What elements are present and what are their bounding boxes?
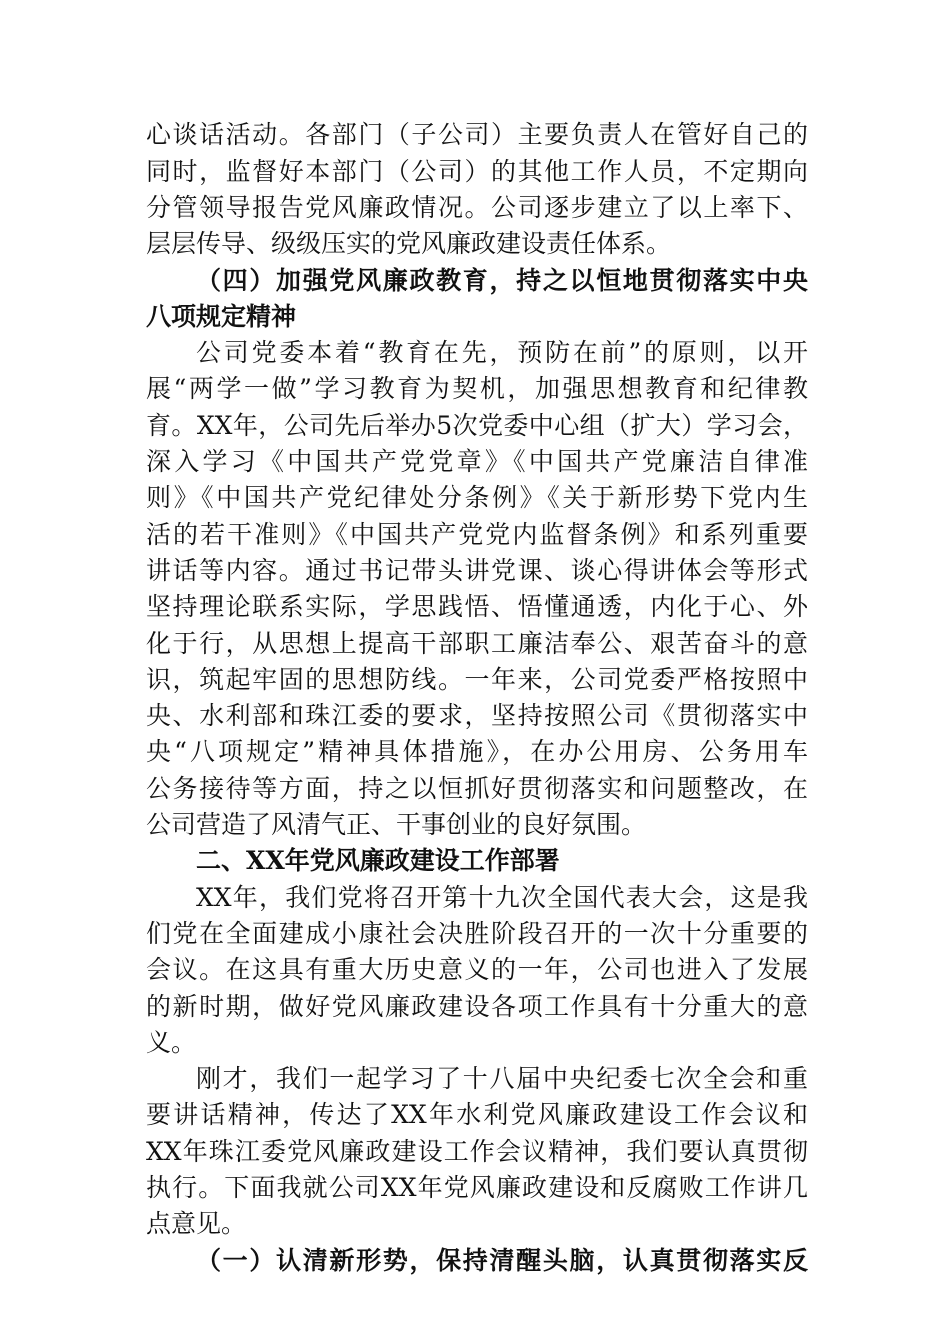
section-heading-line: （一）认清新形势，保持清醒头脑，认真贯彻落实反 [196,1246,808,1275]
paragraph-line: 识，筑起牢固的思想防线。一年来，公司党委严格按照中 [146,665,808,694]
section-heading-line: 二、XX年党风廉政建设工作部署 [196,846,560,875]
paragraph-line: 要讲话精神，传达了XX年水利党风廉政建设工作会议和 [146,1100,808,1129]
paragraph-line: 坚持理论联系实际，学思践悟、悟懂通透，内化于心、外 [146,592,808,621]
paragraph-line: 心谈话活动。各部门（子公司）主要负责人在管好自己的 [146,120,808,149]
paragraph-line: 执行。下面我就公司XX年党风廉政建设和反腐败工作讲几 [146,1173,808,1202]
paragraph-line: 义。 [146,1028,197,1057]
paragraph-line: 的新时期，做好党风廉政建设各项工作具有十分重大的意 [146,992,808,1021]
paragraph-line: XX年珠江委党风廉政建设工作会议精神，我们要认真贯彻 [146,1137,808,1166]
paragraph-line: 公司党委本着“教育在先，预防在前”的原则，以开 [196,338,808,367]
paragraph-line: 化于行，从思想上提高干部职工廉洁奉公、艰苦奋斗的意 [146,629,808,658]
paragraph-line: 活的若干准则》《中国共产党党内监督条例》和系列重要 [146,520,808,549]
section-heading-line: （四）加强党风廉政教育，持之以恒地贯彻落实中央 [196,266,808,295]
paragraph-line: 深入学习《中国共产党党章》《中国共产党廉洁自律准 [146,447,808,476]
paragraph-line: XX年，我们党将召开第十九次全国代表大会，这是我 [196,883,808,912]
paragraph-line: 展“两学一做”学习教育为契机，加强思想教育和纪律教 [146,374,808,403]
paragraph-line: 会议。在这具有重大历史意义的一年，公司也进入了发展 [146,955,808,984]
paragraph-line: 分管领导报告党风廉政情况。公司逐步建立了以上率下、 [146,193,808,222]
paragraph-line: 讲话等内容。通过书记带头讲党课、谈心得讲体会等形式 [146,556,808,585]
paragraph-line: 央“八项规定”精神具体措施》，在办公用房、公务用车 [146,737,808,766]
paragraph-line: 公务接待等方面，持之以恒抓好贯彻落实和问题整改，在 [146,774,808,803]
section-heading-line: 八项规定精神 [146,302,297,331]
paragraph-line: 公司营造了风清气正、干事创业的良好氛围。 [146,810,647,839]
paragraph-line: 央、水利部和珠江委的要求，坚持按照公司《贯彻落实中 [146,701,808,730]
paragraph-line: 刚才，我们一起学习了十八届中央纪委七次全会和重 [196,1064,808,1093]
paragraph-line: 同时，监督好本部门（公司）的其他工作人员，不定期向 [146,157,808,186]
paragraph-line: 们党在全面建成小康社会决胜阶段召开的一次十分重要的 [146,919,808,948]
paragraph-line: 育。XX年，公司先后举办5次党委中心组（扩大）学习会， [146,411,808,440]
paragraph-line: 则》《中国共产党纪律处分条例》《关于新形势下党内生 [146,483,808,512]
paragraph-line: 点意见。 [146,1209,247,1238]
paragraph-line: 层层传导、级级压实的党风廉政建设责任体系。 [146,229,672,258]
